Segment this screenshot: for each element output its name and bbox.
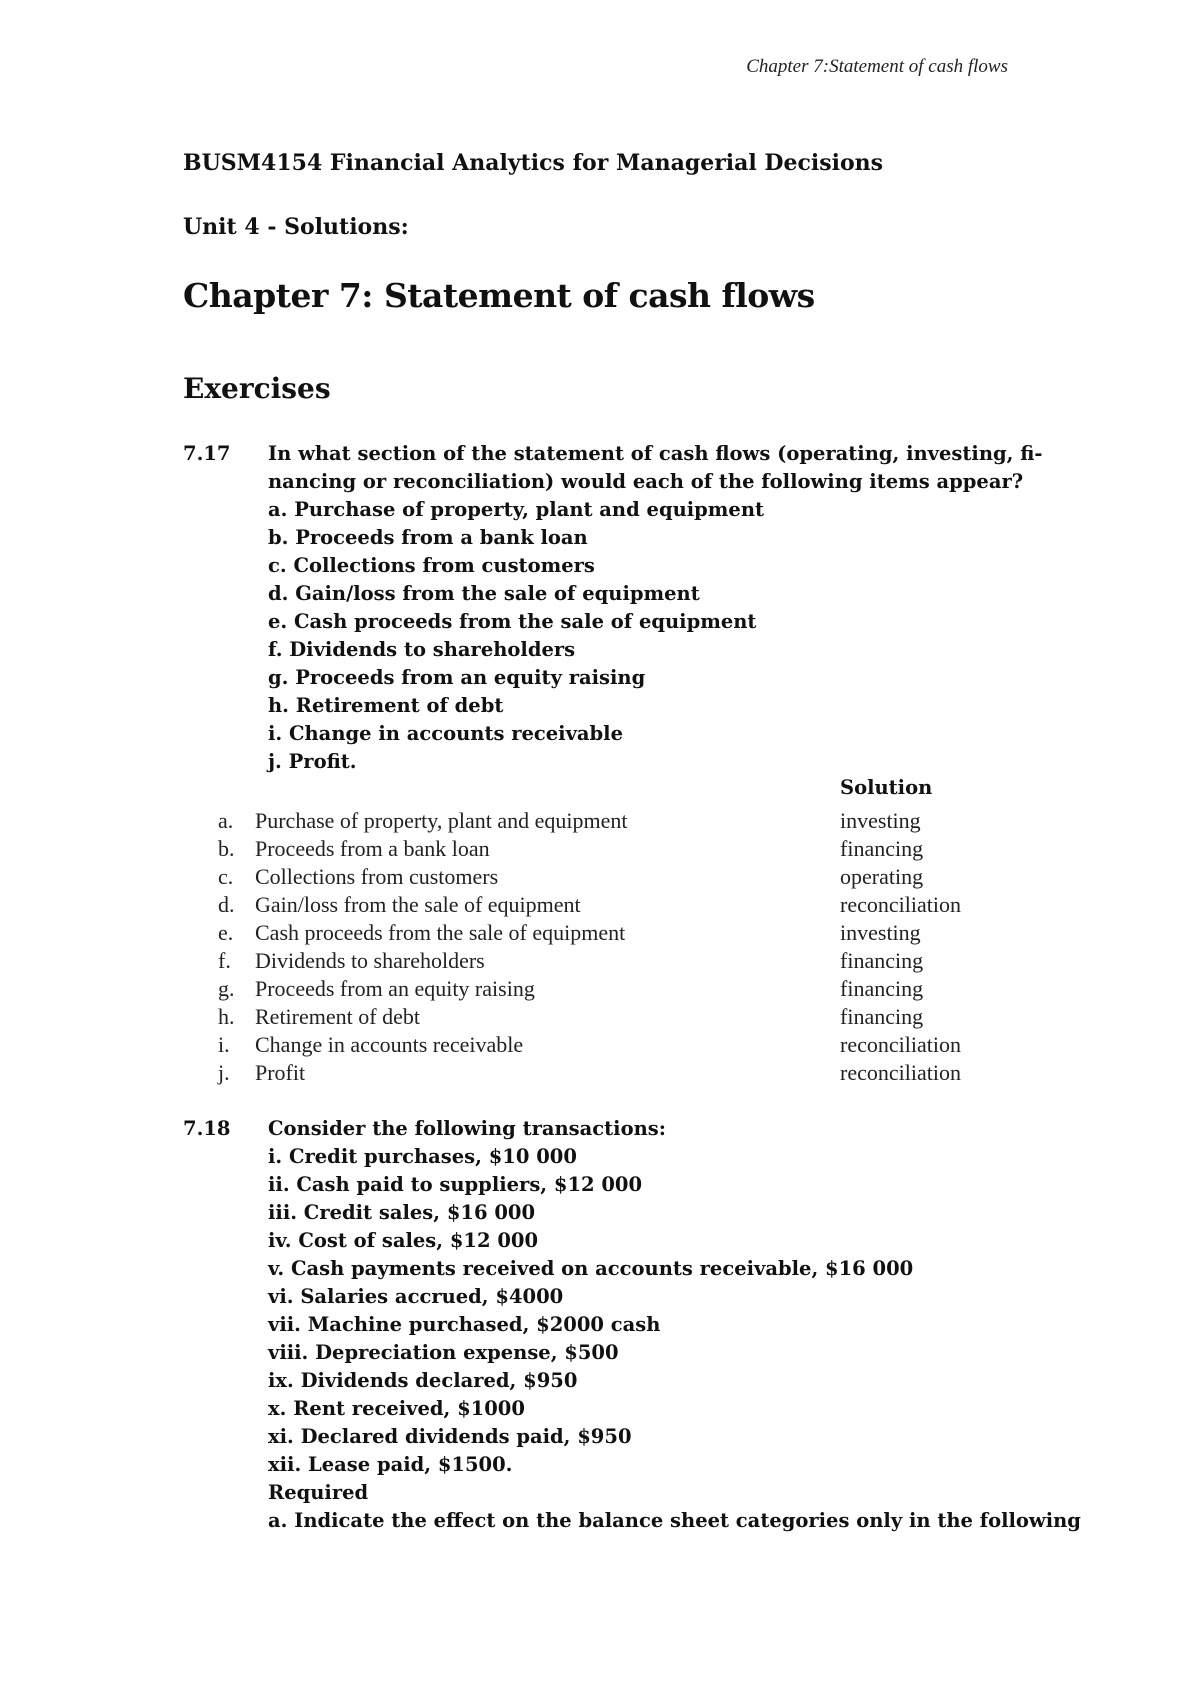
ex718-item: i. Credit purchases, $10 000 bbox=[268, 1145, 577, 1168]
solution-item: Change in accounts receivable bbox=[255, 1032, 524, 1057]
solution-section: financing bbox=[840, 836, 924, 861]
solution-letter: a. bbox=[218, 808, 234, 833]
ex718-item: vii. Machine purchased, $2000 cash bbox=[268, 1313, 661, 1336]
section-title: Exercises bbox=[183, 372, 331, 405]
solution-row bbox=[0, 920, 1200, 948]
exercise-number-718: 7.18 bbox=[183, 1117, 231, 1140]
ex718-item: v. Cash payments received on accounts receivable, $16 000 bbox=[268, 1257, 914, 1280]
exercise-number-717: 7.17 bbox=[183, 442, 231, 465]
solution-section: financing bbox=[840, 948, 924, 973]
solution-section: reconciliation bbox=[840, 1060, 961, 1085]
solution-section: reconciliation bbox=[840, 1032, 961, 1057]
solution-letter: f. bbox=[218, 948, 231, 973]
required-item-a: a. Indicate the effect on the balance sheet categories only in the following bbox=[268, 1509, 1081, 1532]
solution-row bbox=[0, 1060, 1200, 1088]
solution-item: Cash proceeds from the sale of equipment bbox=[255, 920, 626, 945]
solution-item: Dividends to shareholders bbox=[255, 948, 485, 973]
solution-letter: b. bbox=[218, 836, 235, 861]
ex717-item: g. Proceeds from an equity raising bbox=[268, 666, 646, 689]
solution-row bbox=[0, 864, 1200, 892]
solution-item: Gain/loss from the sale of equipment bbox=[255, 892, 581, 917]
solution-heading: Solution bbox=[840, 776, 933, 799]
ex717-item: j. Profit. bbox=[268, 750, 357, 773]
solution-section: financing bbox=[840, 976, 924, 1001]
ex717-item: d. Gain/loss from the sale of equipment bbox=[268, 582, 700, 605]
solution-row bbox=[0, 892, 1200, 920]
ex718-item: ii. Cash paid to suppliers, $12 000 bbox=[268, 1173, 643, 1196]
solution-letter: c. bbox=[218, 864, 234, 889]
required-label: Required bbox=[268, 1481, 369, 1504]
ex718-item: viii. Depreciation expense, $500 bbox=[268, 1341, 619, 1364]
solution-row bbox=[0, 836, 1200, 864]
solution-row bbox=[0, 1004, 1200, 1032]
ex718-item: xii. Lease paid, $1500. bbox=[268, 1453, 513, 1476]
ex718-item: iii. Credit sales, $16 000 bbox=[268, 1201, 536, 1224]
solution-item: Proceeds from a bank loan bbox=[255, 836, 490, 861]
solution-item: Purchase of property, plant and equipment bbox=[255, 808, 628, 833]
solution-letter: g. bbox=[218, 976, 235, 1001]
solution-row bbox=[0, 948, 1200, 976]
ex718-item: vi. Salaries accrued, $4000 bbox=[268, 1285, 564, 1308]
ex717-item: b. Proceeds from a bank loan bbox=[268, 526, 588, 549]
solution-section: investing bbox=[840, 808, 921, 833]
solution-letter: i. bbox=[218, 1032, 230, 1057]
solution-item: Proceeds from an equity raising bbox=[255, 976, 535, 1001]
running-header: Chapter 7:Statement of cash flows bbox=[746, 56, 1008, 77]
solution-letter: j. bbox=[218, 1060, 230, 1085]
chapter-title: Chapter 7: Statement of cash flows bbox=[183, 276, 815, 315]
ex717-item: c. Collections from customers bbox=[268, 554, 595, 577]
solution-item: Collections from customers bbox=[255, 864, 499, 889]
solution-section: investing bbox=[840, 920, 921, 945]
solution-section: reconciliation bbox=[840, 892, 961, 917]
course-title: BUSM4154 Financial Analytics for Managerial Decisions bbox=[183, 150, 884, 176]
ex717-question-line1: In what section of the statement of cash flows (operating, investing, fi- bbox=[268, 442, 1043, 465]
solution-section: financing bbox=[840, 1004, 924, 1029]
ex718-item: iv. Cost of sales, $12 000 bbox=[268, 1229, 539, 1252]
solution-section: operating bbox=[840, 864, 924, 889]
unit-title: Unit 4 - Solutions: bbox=[183, 214, 409, 240]
solution-row bbox=[0, 976, 1200, 1004]
ex718-item: x. Rent received, $1000 bbox=[268, 1397, 525, 1420]
ex717-item: a. Purchase of property, plant and equipment bbox=[268, 498, 765, 521]
ex718-item: ix. Dividends declared, $950 bbox=[268, 1369, 578, 1392]
ex717-item: h. Retirement of debt bbox=[268, 694, 504, 717]
solution-row bbox=[0, 1032, 1200, 1060]
solution-row bbox=[0, 808, 1200, 836]
solution-item: Profit bbox=[255, 1060, 306, 1085]
ex717-item: e. Cash proceeds from the sale of equipment bbox=[268, 610, 757, 633]
solution-letter: d. bbox=[218, 892, 235, 917]
solution-letter: e. bbox=[218, 920, 234, 945]
solution-letter: h. bbox=[218, 1004, 235, 1029]
ex718-intro: Consider the following transactions: bbox=[268, 1117, 666, 1140]
ex717-question-line2: nancing or reconciliation) would each of the following items appear? bbox=[268, 470, 1024, 493]
ex718-item: xi. Declared dividends paid, $950 bbox=[268, 1425, 632, 1448]
ex717-item: f. Dividends to shareholders bbox=[268, 638, 576, 661]
solution-item: Retirement of debt bbox=[255, 1004, 420, 1029]
ex717-item: i. Change in accounts receivable bbox=[268, 722, 623, 745]
